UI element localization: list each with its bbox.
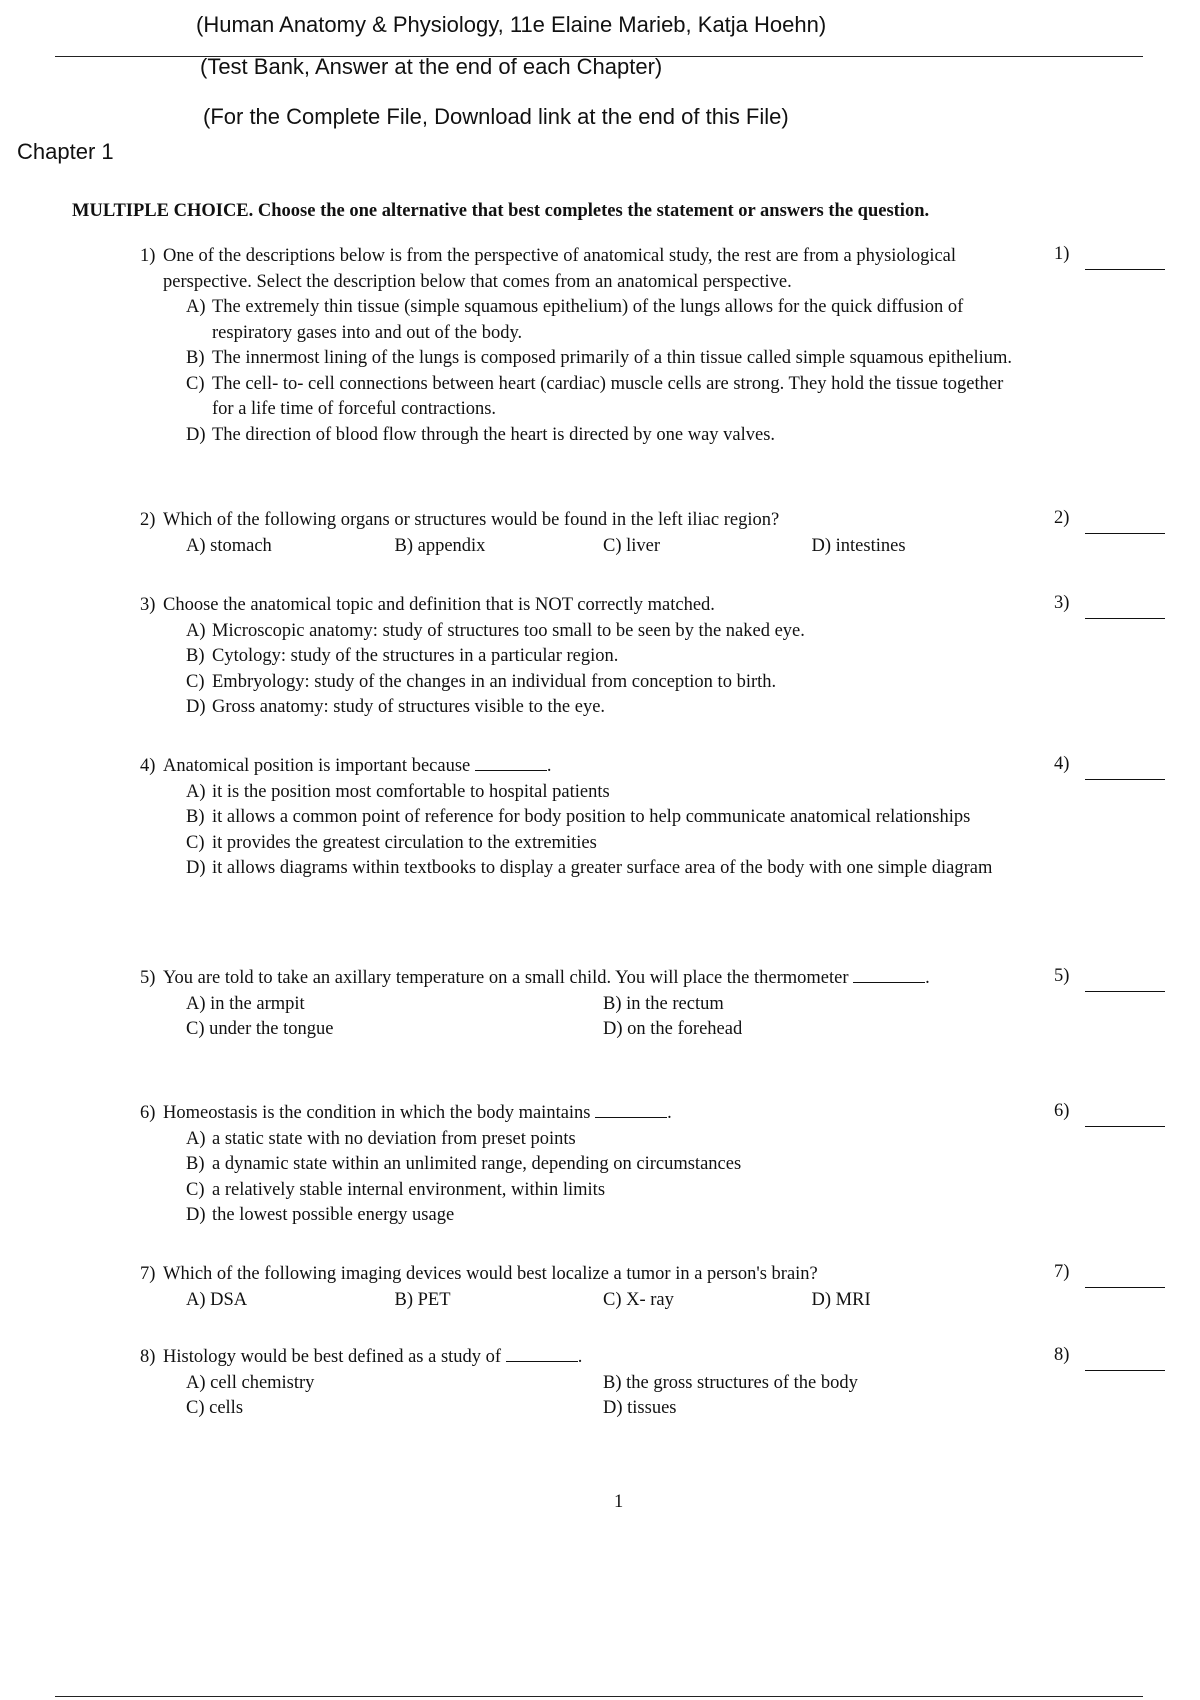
option-a: A) in the armpit [186,993,305,1014]
question-7 [140,1262,1020,1313]
option-text: The innermost lining of the lungs is composed primarily of a thin tissue called simple squamous epithelium. [212,348,1012,368]
option-text: it allows a common point of reference for body position to help communicate anatomical relationships [212,807,971,827]
question-number: 1) [140,246,156,266]
option-d: D) intestines [811,535,906,556]
page-number: 1 [614,1492,624,1512]
doc-title-line: (Human Anatomy & Physiology, 11e Elaine Marieb, Katja Hoehn) [196,12,827,37]
question-5 [140,966,1020,1043]
option-b: B) PET [394,1289,451,1310]
answer-blank[interactable] [1085,618,1165,619]
answer-blank[interactable] [1085,269,1165,270]
option-text: The cell- to- cell connections between heart (cardiac) muscle cells are strong. They hold the tissue together for a life time of forceful contractions. [212,373,1004,419]
option-letter: C) [186,1179,205,1200]
answer-label: 5) [1054,966,1070,986]
option-a: A) DSA [186,1289,248,1310]
question-stem: One of the descriptions below is from the perspective of anatomical study, the rest are from a physiological perspective. Select the description below that comes from an anatomical perspective. [163,246,957,292]
question-stem: Which of the following imaging devices would best localize a tumor in a person's brain? [163,1264,818,1284]
option-letter: A) [186,620,206,641]
question-4 [140,754,1020,882]
answer-label: 8) [1054,1345,1070,1365]
option-text: it is the position most comfortable to hospital patients [212,781,610,802]
question-8 [140,1345,1020,1422]
option-letter: A) [186,781,206,802]
option-text: it allows diagrams within textbooks to display a greater surface area of the body with one simple diagram [212,858,993,878]
option-d: D) tissues [603,1398,677,1418]
fill-in-blank [595,1103,667,1118]
answer-label: 6) [1054,1101,1070,1121]
chapter-heading: Chapter 1 [17,139,114,164]
option-text: a static state with no deviation from preset points [212,1128,576,1149]
download-note: (For the Complete File, Download link at the end of this File) [203,104,789,129]
option-letter: B) [186,1154,205,1174]
option-letter: A) [186,297,206,317]
answer-blank[interactable] [1085,991,1165,992]
question-number: 2) [140,510,156,530]
question-3 [140,593,1020,721]
question-stem: Anatomical position is important because . [163,756,552,776]
option-letter: C) [186,373,205,394]
option-text: a dynamic state within an unlimited range, depending on circumstances [212,1154,742,1174]
option-b: B) in the rectum [603,993,724,1014]
answer-label: 1) [1054,244,1070,264]
fill-in-blank [506,1347,578,1362]
option-text: Microscopic anatomy: study of structures too small to be seen by the naked eye. [212,620,805,641]
section-instructions: MULTIPLE CHOICE. Choose the one alternative that best completes the statement or answers the question. [72,201,930,221]
option-c: C) liver [603,535,661,556]
question-number: 5) [140,968,156,988]
option-text: Embryology: study of the changes in an individual from conception to birth. [212,671,777,692]
option-a: A) stomach [186,535,272,556]
answer-blank[interactable] [1085,1287,1165,1288]
answer-blank[interactable] [1085,533,1165,534]
question-number: 6) [140,1103,156,1123]
answer-blank[interactable] [1085,1370,1165,1371]
fill-in-blank [853,968,925,983]
option-text: it provides the greatest circulation to the extremities [212,832,597,853]
question-stem: Histology would be best defined as a study of . [163,1347,583,1367]
option-b: B) the gross structures of the body [603,1372,858,1393]
question-number: 3) [140,595,156,615]
question-6 [140,1101,1020,1229]
doc-subtitle-line: (Test Bank, Answer at the end of each Chapter) [200,54,663,79]
answer-label: 3) [1054,593,1070,613]
option-c: C) X- ray [603,1289,674,1310]
option-text: Gross anatomy: study of structures visible to the eye. [212,697,606,717]
answer-label: 2) [1054,508,1070,528]
question-2 [140,508,1020,559]
question-1 [140,244,1020,448]
option-text: Cytology: study of the structures in a particular region. [212,646,619,666]
option-b: B) appendix [394,535,486,556]
question-stem: Homeostasis is the condition in which the body maintains . [163,1103,672,1123]
option-letter: D) [186,697,206,717]
option-letter: C) [186,832,205,853]
question-number: 8) [140,1347,156,1367]
question-stem: Choose the anatomical topic and definition that is NOT correctly matched. [163,595,715,615]
question-number: 7) [140,1264,156,1284]
option-letter: D) [186,424,206,445]
question-stem: Which of the following organs or structures would be found in the left iliac region? [163,510,780,530]
option-d: D) MRI [811,1289,871,1310]
option-letter: B) [186,807,205,827]
footer-rule [55,1696,1143,1697]
option-text: the lowest possible energy usage [212,1205,455,1225]
option-letter: D) [186,858,206,878]
answer-blank[interactable] [1085,779,1165,780]
fill-in-blank [475,756,547,771]
option-text: The direction of blood flow through the heart is directed by one way valves. [212,424,776,445]
option-letter: B) [186,646,205,666]
option-a: A) cell chemistry [186,1372,315,1393]
option-c: C) under the tongue [186,1019,334,1039]
question-stem: You are told to take an axillary temperature on a small child. You will place the thermometer . [163,968,930,988]
option-letter: A) [186,1128,206,1149]
option-c: C) cells [186,1398,244,1418]
answer-label: 7) [1054,1262,1070,1282]
option-letter: D) [186,1205,206,1225]
question-number: 4) [140,756,156,776]
option-d: D) on the forehead [603,1019,743,1039]
answer-blank[interactable] [1085,1126,1165,1127]
option-letter: C) [186,671,205,692]
answer-label: 4) [1054,754,1070,774]
option-text: The extremely thin tissue (simple squamous epithelium) of the lungs allows for the quick diffusion of respiratory gases into and out of the body. [212,297,964,343]
option-letter: B) [186,348,205,368]
option-text: a relatively stable internal environment, within limits [212,1179,606,1200]
